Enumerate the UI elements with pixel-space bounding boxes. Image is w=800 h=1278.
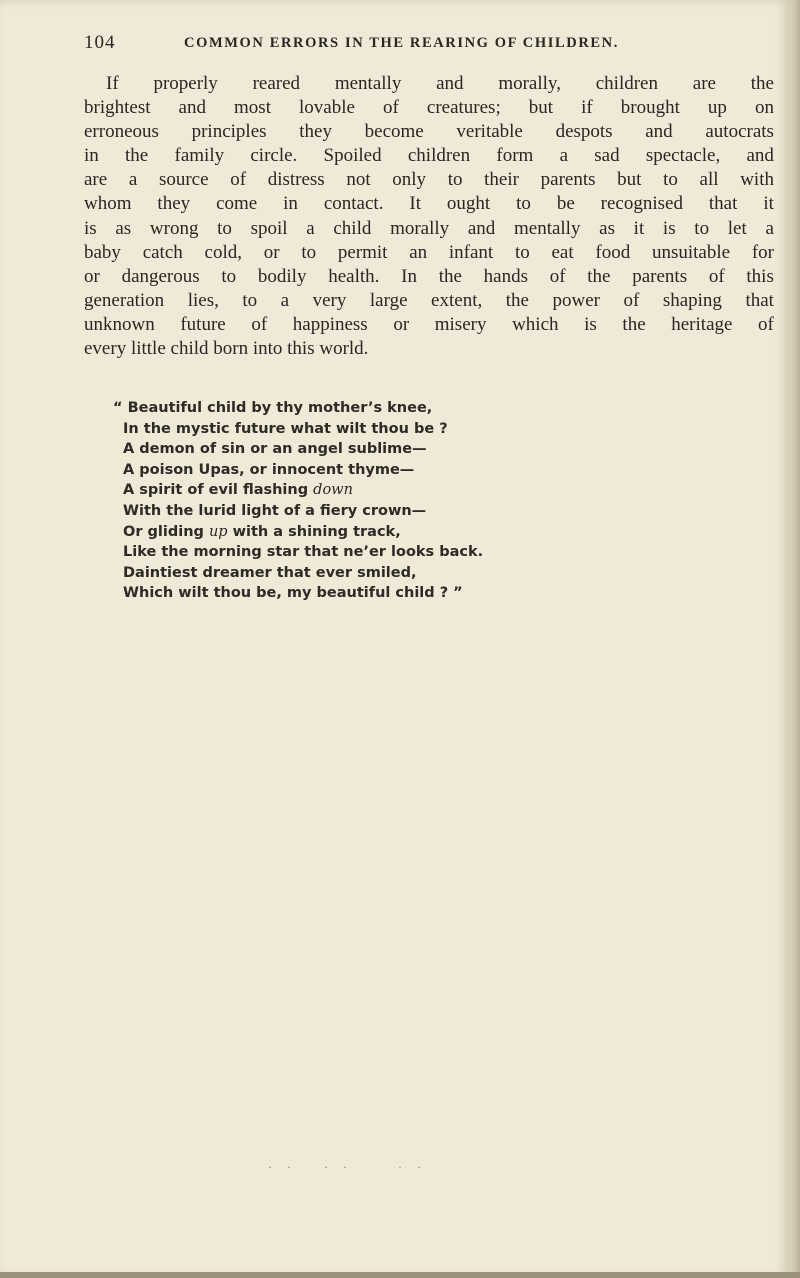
word: to: [516, 193, 531, 215]
word: children: [595, 73, 658, 94]
word: food: [595, 241, 631, 263]
word: family: [174, 145, 225, 167]
word: on: [754, 97, 774, 119]
poem-line: A poison Upas, or innocent thyme—: [123, 461, 415, 478]
word: form: [496, 145, 534, 167]
word: generation: [84, 289, 165, 311]
word: health.: [328, 265, 380, 287]
word: that: [708, 193, 738, 215]
paragraph-line: [84, 217, 774, 241]
word: to: [221, 265, 237, 287]
poem-line: Like the morning star that ne’er looks back.: [123, 544, 484, 561]
word: of: [758, 313, 774, 335]
poem-line: With the lurid light of a fiery crown—: [123, 502, 427, 519]
word: child: [333, 217, 372, 239]
poem-line: Which wilt thou be, my beautiful child ? ”: [123, 585, 463, 602]
word: and: [746, 145, 774, 167]
word: mentally: [513, 217, 581, 239]
word: to: [514, 241, 530, 263]
poem-line: A demon of sin or an angel sublime—: [123, 441, 427, 458]
paragraph-line: [84, 168, 774, 192]
word: is: [84, 217, 97, 239]
word: lovable: [299, 97, 355, 119]
word: In: [401, 265, 417, 287]
word: to: [694, 217, 710, 239]
word: to: [301, 241, 317, 263]
word: despots: [555, 121, 613, 143]
word: or: [84, 265, 100, 287]
word: in: [84, 145, 99, 167]
paragraph-line: [84, 144, 774, 168]
word: extent,: [431, 289, 483, 311]
word: for: [751, 241, 774, 263]
paragraph-line: [84, 265, 774, 289]
poem-line: [113, 480, 483, 501]
poem-line: In the mystic future what wilt thou be ?: [123, 420, 448, 437]
word: morally: [390, 217, 450, 239]
word: morally,: [498, 73, 561, 94]
word: as: [599, 217, 615, 239]
paragraph-line: [84, 120, 774, 144]
word: happiness: [292, 313, 368, 335]
word: which: [512, 313, 559, 335]
paragraph-line: [84, 289, 774, 313]
word: up: [707, 97, 727, 119]
word: in: [283, 193, 298, 215]
poem-text: Or gliding: [123, 523, 209, 540]
word: but: [528, 97, 554, 119]
word: large: [369, 289, 408, 311]
word: of: [549, 265, 566, 287]
word: a: [128, 169, 138, 191]
word: or: [263, 241, 280, 263]
word: baby: [84, 241, 121, 263]
poem-line: “ Beautiful child by thy mother’s knee,: [113, 400, 433, 416]
word: infant: [448, 241, 494, 263]
word: the: [587, 265, 611, 287]
word: parents: [540, 169, 596, 191]
word: eat: [551, 241, 574, 263]
word: of: [623, 289, 640, 311]
paragraph-line: [84, 241, 774, 265]
page-edge-right: [790, 0, 800, 1278]
poem-line: Daintiest dreamer that ever smiled,: [123, 564, 417, 581]
word: come: [216, 193, 258, 215]
word: catch: [142, 241, 183, 263]
word: properly: [153, 73, 218, 94]
word: the: [505, 289, 529, 311]
word: very: [312, 289, 347, 311]
word: of: [251, 313, 268, 335]
word: reared: [252, 73, 301, 94]
word: wrong: [149, 217, 199, 239]
word: shaping: [662, 289, 722, 311]
paragraph-line: [84, 192, 774, 216]
poem-text: A spirit of evil flashing: [123, 482, 314, 499]
word: they: [299, 121, 332, 143]
word: If: [106, 73, 119, 94]
paragraph-line: [84, 72, 774, 96]
word: the: [750, 73, 774, 94]
paragraph-line: [84, 313, 774, 337]
word: or: [393, 313, 410, 335]
page-number: 104: [84, 32, 116, 53]
word: most: [234, 97, 271, 119]
word: is: [662, 217, 676, 239]
word: to: [217, 217, 232, 239]
paragraph-line: every little child born into this world.: [84, 338, 369, 360]
word: and: [178, 97, 206, 119]
word: dangerous: [121, 265, 200, 287]
word: cold,: [204, 241, 242, 263]
word: sad: [594, 145, 620, 167]
word: is: [584, 313, 597, 335]
word: contact.: [323, 193, 384, 215]
word: of: [708, 265, 725, 287]
word: not: [346, 169, 371, 191]
word: and: [645, 121, 673, 143]
word: principles: [191, 121, 267, 143]
word: but: [617, 169, 642, 191]
word: power: [552, 289, 600, 311]
word: become: [364, 121, 424, 143]
word: let: [727, 217, 747, 239]
word: a: [765, 217, 774, 239]
word: and: [436, 73, 464, 94]
word: the: [438, 265, 462, 287]
word: It: [409, 193, 421, 215]
word: future: [180, 313, 226, 335]
word: their: [484, 169, 519, 191]
word: hands: [483, 265, 528, 287]
word: and: [467, 217, 496, 239]
word: to: [447, 169, 463, 191]
word: of: [230, 169, 247, 191]
poem-line: [113, 522, 483, 543]
word: heritage: [671, 313, 733, 335]
poem-italic-word: down: [313, 482, 353, 499]
poem-italic-word: up: [208, 523, 228, 540]
word: mentally: [334, 73, 402, 94]
word: parents: [632, 265, 688, 287]
word: if: [581, 97, 593, 119]
word: spectacle,: [645, 145, 721, 167]
word: veritable: [456, 121, 523, 143]
word: circle.: [250, 145, 298, 167]
word: an: [409, 241, 428, 263]
word: autocrats: [705, 121, 774, 143]
paper-specks: · · · · · ·: [268, 1160, 427, 1174]
word: spoil: [250, 217, 288, 239]
word: it: [633, 217, 645, 239]
poem-text: with a shining track,: [227, 523, 401, 540]
word: the: [622, 313, 646, 335]
word: distress: [267, 169, 325, 191]
word: are: [692, 73, 716, 94]
word: that: [745, 289, 774, 311]
word: Spoiled: [323, 145, 382, 167]
word: this: [746, 265, 774, 287]
word: unknown: [84, 313, 155, 335]
word: misery: [434, 313, 487, 335]
word: source: [158, 169, 209, 191]
word: a: [306, 217, 315, 239]
word: with: [740, 169, 774, 191]
word: children: [407, 145, 471, 167]
word: a: [559, 145, 568, 167]
word: the: [125, 145, 149, 167]
word: a: [280, 289, 290, 311]
word: recognised: [600, 193, 683, 215]
word: brightest: [84, 97, 151, 119]
word: permit: [337, 241, 388, 263]
word: ought: [446, 193, 491, 215]
poem-quotation: [113, 398, 483, 604]
word: all: [699, 169, 719, 191]
word: only: [392, 169, 427, 191]
word: of: [383, 97, 399, 119]
word: as: [115, 217, 132, 239]
word: creatures;: [426, 97, 501, 119]
word: to: [242, 289, 258, 311]
page-header: [84, 32, 734, 54]
word: are: [84, 169, 108, 191]
word: they: [157, 193, 191, 215]
body-paragraph: [84, 72, 774, 361]
word: lies,: [187, 289, 219, 311]
word: erroneous: [84, 121, 159, 143]
word: it: [763, 193, 774, 215]
running-head: COMMON ERRORS IN THE REARING OF CHILDREN.: [184, 35, 619, 51]
word: brought: [620, 97, 680, 119]
paragraph-line: [84, 96, 774, 120]
word: whom: [84, 193, 132, 215]
word: be: [556, 193, 575, 215]
word: unsuitable: [651, 241, 731, 263]
word: to: [663, 169, 678, 191]
word: bodily: [257, 265, 307, 287]
page-edge-bottom: [0, 1272, 800, 1278]
